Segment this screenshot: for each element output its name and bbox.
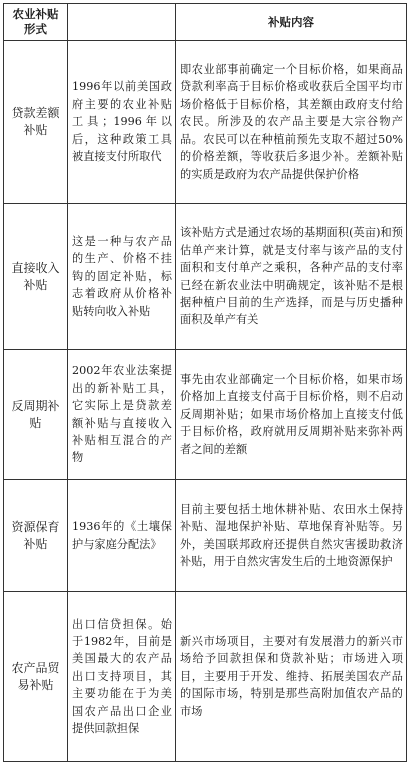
subsidy-table (3, 3, 407, 762)
table-row (4, 480, 407, 592)
row-period: 出口信贷担保。始于1982年，目前是美国最大的农产品出口支持项目，其主要功能在于为美国农产品出口企业提供回款担保 (68, 592, 176, 762)
table-row (4, 592, 407, 762)
row-period: 1996年以前美国政府主要的农业补贴工具；1996年以后，这种政策工具被直接支付所取代 (68, 41, 176, 204)
row-form: 资源保育补贴 (4, 480, 68, 592)
row-form: 直接收入补贴 (4, 204, 68, 350)
row-content: 目前主要包括土地休耕补贴、农田水土保持补贴、湿地保护补贴、草地保育补贴等。另外，美国联邦政府还提供自然灾害援助救济补贴，用于自然灾害发生后的土地资源保护 (176, 480, 407, 592)
header-form-line2: 形式 (24, 22, 47, 36)
row-content: 新兴市场项目，主要对有发展潜力的新兴市场给予回款担保和贷款补贴；市场进入项目，主要用于开发、维持、拓展美国农产品的国际市场，特别是那些高附加值农产品的市场 (176, 592, 407, 762)
row-period: 这是一种与农产品的生产、价格不挂钩的固定补贴，标志着政府从价格补贴转向收入补贴 (68, 204, 176, 350)
table-row (4, 204, 407, 350)
row-form: 贷款差额补贴 (4, 41, 68, 204)
row-period: 2002年农业法案提出的新补贴工具，它实际上是贷款差额补贴与直接收入补贴相互混合的产物 (68, 350, 176, 480)
row-form: 反周期补贴 (4, 350, 68, 480)
row-content: 事先由农业部确定一个目标价格，如果市场价格加上直接支付高于目标价格，则不启动反周期补贴；如果市场价格加上直接支付低于目标价格，政府就用反周期补贴来弥补两者之间的差额 (176, 350, 407, 480)
row-content: 即农业部事前确定一个目标价格，如果商品贷款利率高于目标价格或收获后全国平均市场价格低于目标价格，其差额由政府支付给农民。所涉及的农产品主要是大宗谷物产品。农民可以在种植前预先支取不超过50%的价格差额，等收获后多退少补。差额补贴的实质是政府为农产品提供保护价格 (176, 41, 407, 204)
row-content: 该补贴方式是通过农场的基期面积(英亩)和预估单产来计算，就是支付率与该产品的支付面积和支付单产之乘积，各种产品的支付率已经在新农业法中明确规定，该补贴不是根据种植户目前的生产选择，而是与历史播种面积及单产有关 (176, 204, 407, 350)
header-period (68, 4, 176, 41)
table-row (4, 350, 407, 480)
header-content: 补贴内容 (176, 4, 407, 41)
table-row (4, 41, 407, 204)
row-period: 1936年的《土壤保护与家庭分配法》 (68, 480, 176, 592)
header-form-line1: 农业补贴 (12, 7, 59, 21)
row-form: 农产品贸易补贴 (4, 592, 68, 762)
header-row (4, 4, 407, 41)
header-form (4, 4, 68, 41)
